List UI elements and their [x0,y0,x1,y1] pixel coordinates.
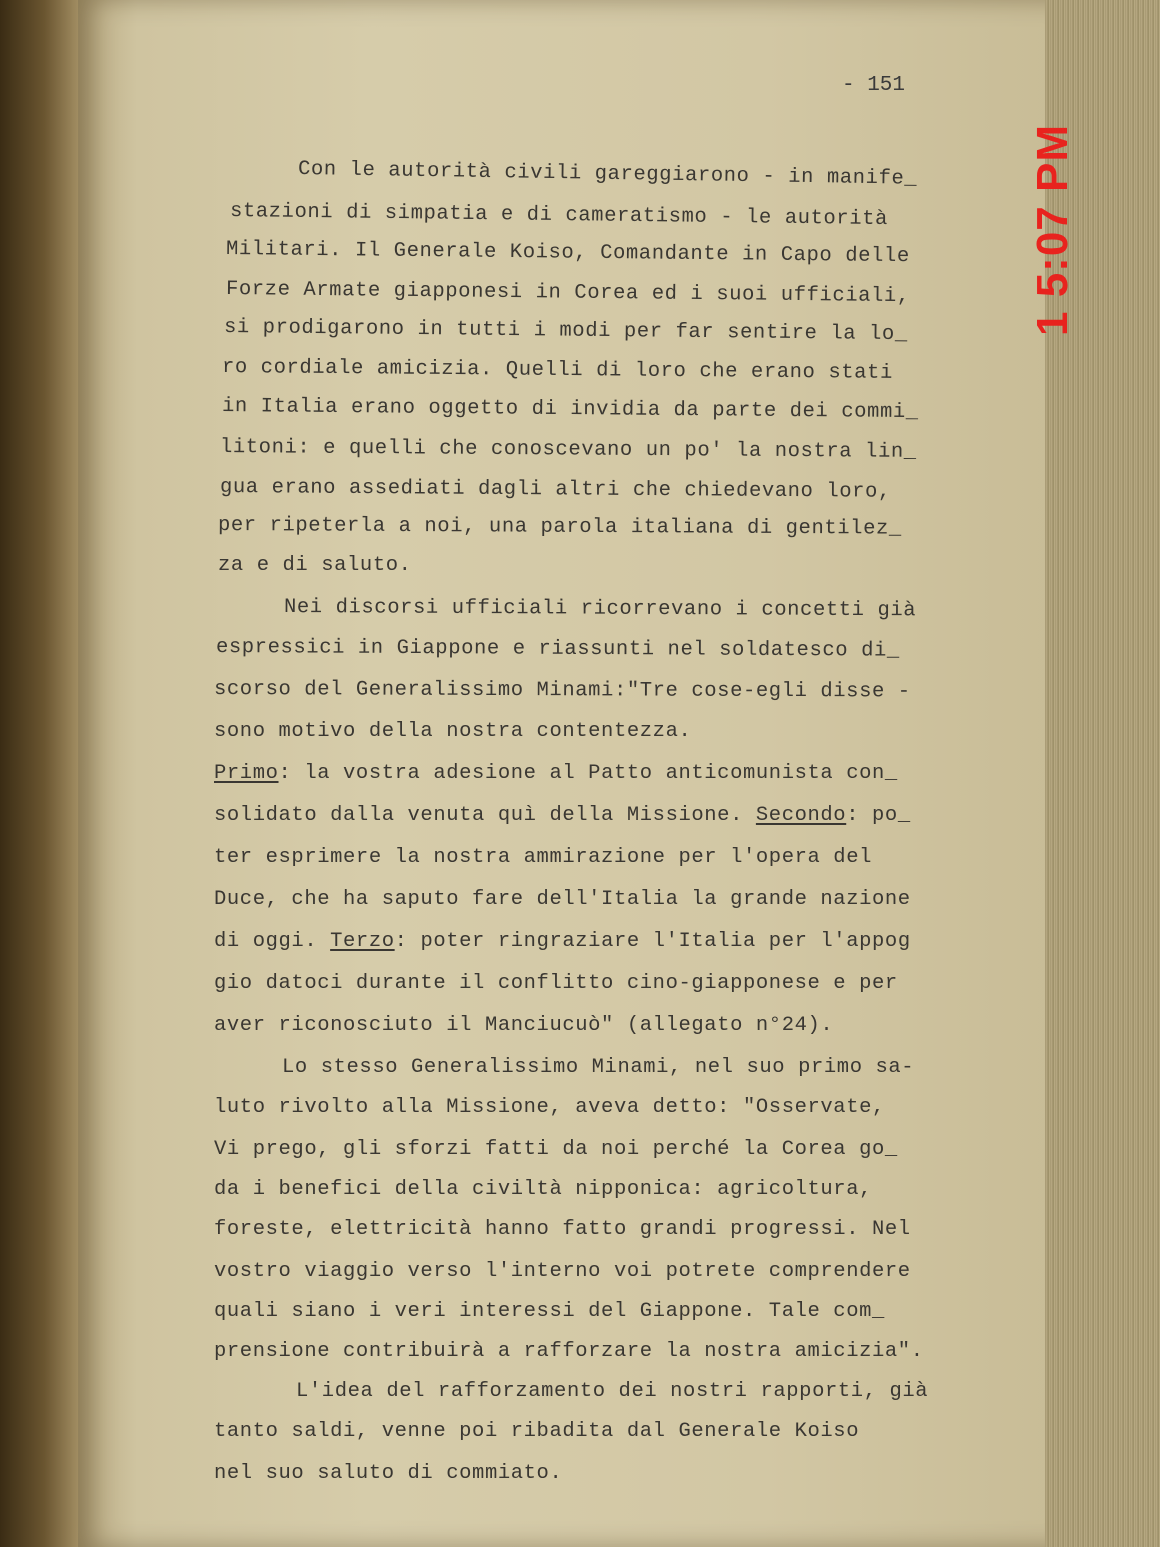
text-line: prensione contribuirà a rafforzare la nostra amicizia". [214,1340,924,1363]
text-line: za e di saluto. [218,554,412,577]
text-line: L'idea del rafforzamento dei nostri rapporti, già [296,1380,929,1403]
text-line: Duce, che ha saputo fare dell'Italia la grande nazione [214,888,911,911]
text-line: quali siano i veri interessi del Giappone. Tale com_ [214,1300,885,1323]
page-number: - 151 [842,74,906,97]
text-line: in Italia erano oggetto di invidia da parte dei commi_ [221,395,919,425]
text-line: per ripeterla a noi, una parola italiana di gentilez_ [217,514,902,541]
text-line-with-underline: solidato dalla venuta quì della Missione. Secondo: po_ [214,804,911,827]
text-line: Vi prego, gli sforzi fatti da noi perché la Corea go_ [214,1138,898,1161]
text-line: foreste, elettricità hanno fatto grandi progressi. Nel [214,1218,911,1241]
text-line: ro cordiale amicizia. Quelli di loro che erano stati [221,356,893,385]
text-line: da i benefici della civiltà nipponica: agricoltura, [214,1178,873,1201]
text-line: luto rivolto alla Missione, aveva detto: "Osservate, [214,1096,885,1119]
text-line: stazioni di simpatia e di cameratismo - le autorità [229,200,889,232]
text-line: gio datoci durante il conflitto cino-giapponese e per [214,972,898,995]
text-line-with-underline: Primo: la vostra adesione al Patto anticomunista con_ [214,762,898,785]
text-line: vostro viaggio verso l'interno voi potrete comprendere [214,1260,911,1283]
text-line: ter esprimere la nostra ammirazione per l'opera del [214,846,873,869]
text-line: sono motivo della nostra contentezza. [214,720,692,743]
text-line: Forze Armate giapponesi in Corea ed i suoi ufficiali, [225,278,910,309]
text-line: espressici in Giappone e riassunti nel soldatesco di_ [215,636,900,663]
text-line: scorso del Generalissimo Minami:"Tre cose-egli disse - [213,678,911,704]
text-line: Con le autorità civili gareggiarono - in manife_ [297,158,918,191]
text-line: si prodigarono in tutti i modi per far sentire la lo_ [223,316,908,347]
text-line-with-underline: di oggi. Terzo: poter ringraziare l'Italia per l'appog [214,930,911,953]
underlined-secondo: Secondo [755,804,847,827]
text-line: Militari. Il Generale Koiso, Comandante in Capo delle [225,238,910,269]
text-line: litoni: e quelli che conoscevano un po' la nostra lin_ [219,436,917,464]
camera-timestamp [1018,110,1088,350]
text-line: Nei discorsi ufficiali ricorrevano i concetti già [283,596,917,623]
text-line: Lo stesso Generalissimo Minami, nel suo primo sa- [282,1056,915,1079]
underlined-terzo: Terzo [330,930,395,953]
text-line: tanto saldi, venne poi ribadita dal Generale Koiso [214,1420,860,1443]
underlined-primo: Primo [214,762,279,785]
text-line: nel suo saluto di commiato. [214,1462,563,1485]
timestamp-text: 1 5:07 PM [1028,124,1078,336]
text-line: gua erano assediati dagli altri che chiedevano loro, [219,476,891,504]
text-line: aver riconosciuto il Manciucuò" (allegato n°24). [214,1014,834,1037]
